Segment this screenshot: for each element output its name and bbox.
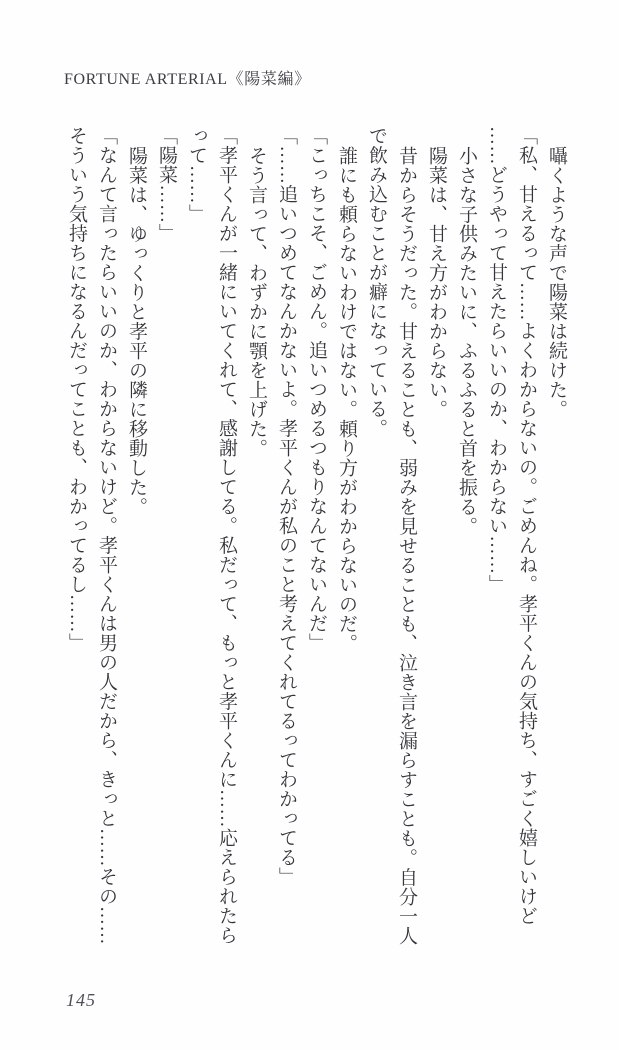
page-number: 145 bbox=[66, 990, 96, 1010]
text-line: 「孝平くんが一緒にいてくれて、感謝してる。私だって、もっと孝平くんに……応えられたら bbox=[216, 126, 237, 945]
text-line: 昔からそうだった。甘えることも、弱みを見せることも、泣き言を漏らすことも。自分一人 bbox=[396, 145, 417, 945]
vertical-body-text bbox=[61, 126, 571, 960]
text-line: 誰にも頼らないわけではない。頼り方がわからないのだ。 bbox=[336, 145, 357, 653]
text-line: そう言って、わずかに顎を上げた。 bbox=[246, 145, 267, 458]
text-line: 「陽菜……」 bbox=[156, 126, 177, 243]
text-line: 小さな子供みたいに、ふるふると首を振る。 bbox=[456, 145, 477, 536]
text-line: 「こっちこそ、ごめん。追いつめるつもりなんてないんだ」 bbox=[306, 126, 327, 653]
text-line: 陽菜は、ゆっくりと孝平の隣に移動した。 bbox=[126, 145, 147, 516]
text-line: 囁くような声で陽菜は続けた。 bbox=[546, 145, 567, 419]
text-line: って……」 bbox=[186, 126, 207, 224]
text-line: ……どうやって甘えたらいいのか、わからない……」 bbox=[486, 126, 507, 594]
text-line: 「……追いつめてなんかないよ。孝平くんが私のこと考えてくれてるってわかってる」 bbox=[276, 126, 297, 887]
text-line: 「私、甘えるって……よくわからないの。ごめんね。孝平くんの気持ち、すごく嬉しいけど bbox=[516, 126, 537, 926]
text-line: で飲み込むことが癖になっている。 bbox=[366, 126, 387, 438]
text-line: 陽菜は、甘え方がわからない。 bbox=[426, 145, 447, 419]
text-line: 「なんて言ったらいいのか、わからないけど。孝平くんは男の人だから、きっと……その…… bbox=[96, 126, 117, 945]
running-header-title: FORTUNE ARTERIAL《陽菜編》 bbox=[64, 71, 311, 88]
text-line: そういう気持ちになるんだってことも、わかってるし……」 bbox=[66, 126, 87, 653]
